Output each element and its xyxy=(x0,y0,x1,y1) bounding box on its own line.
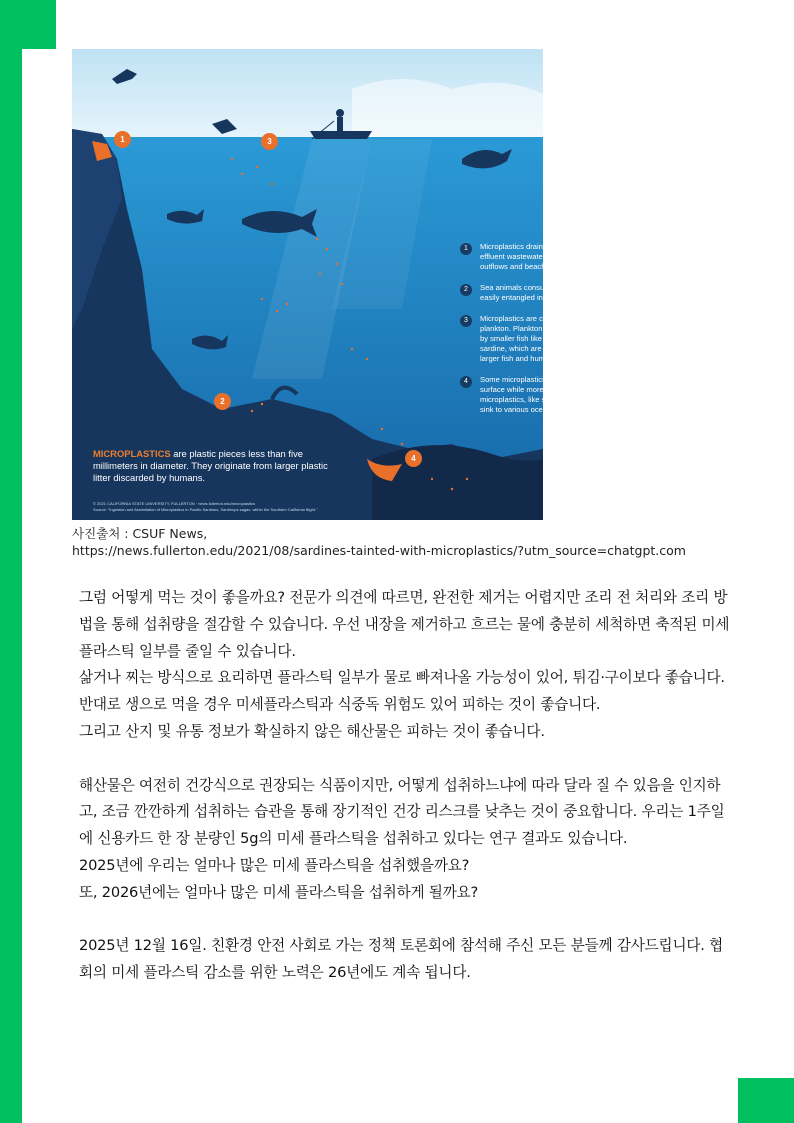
paragraph-spacer xyxy=(79,907,731,934)
step-number: 2 xyxy=(460,284,472,296)
microplastics-definition xyxy=(93,448,343,484)
copyright-line: © 2021 CALIFORNIA STATE UNIVERSITY, FULLERTON · news.fullerton.edu/microplastics xyxy=(93,501,255,506)
paragraph-spacer xyxy=(79,746,731,773)
article-body xyxy=(79,585,731,987)
paragraph-cooking-method: 삶거나 찌는 방식으로 요리하면 플라스틱 일부가 물로 빠져나올 가능성이 있어, 튀김·구이보다 좋습니다. 반대로 생으로 먹을 경우 미세플라스틱과 식중독 위험도 있어 피하는 것이 좋습니다. xyxy=(79,669,725,714)
step-badge-2: 2 xyxy=(214,393,231,410)
step-number: 3 xyxy=(460,315,472,327)
photo-source-url[interactable]: https://news.fullerton.edu/2021/08/sardines-tainted-with-microplastics/?utm_source=chatgpt.com xyxy=(72,543,686,558)
bottom-right-accent-block xyxy=(738,1078,794,1123)
step-text: Microplastics drain to the ocean via effluent wastewater systems, river outflows and beach sediments. xyxy=(480,242,599,271)
step-text: Some microplastics float on the surface while more dense microplastics, like soda bottles, sink to various ocean depths. xyxy=(480,375,586,414)
paragraph-health-risk: 해산물은 여전히 건강식으로 권장되는 식품이지만, 어떻게 섭취하느냐에 따라 달라 질 수 있음을 인지하고, 조금 깐깐하게 섭취하는 습관을 통해 장기적인 건강 리스크를 낮추는 것이 중요합니다. 우리는 1주일에 신용카드 한 장 분량인 5g의 미세 플라스틱을 섭취하고 있다는 연구 결과도 있습니다. xyxy=(79,776,725,848)
left-accent-bar xyxy=(0,0,22,1123)
microplastics-keyword: MICROPLASTICS xyxy=(93,448,171,459)
study-source-line: Source: "Ingestion and Assimilation of Microplastics in Pacific Sardines, Sardinops sagax, within the Southern California Bight." xyxy=(93,506,318,512)
step-number: 4 xyxy=(460,376,472,388)
step-number: 1 xyxy=(460,243,472,255)
definition-text: are plastic pieces less than five millimeters in diameter. They originate from larger plastic litter discarded by humans. xyxy=(93,448,328,483)
paragraph-question-2026: 또, 2026년에는 얼마나 많은 미세 플라스틱을 섭취하게 될까요? xyxy=(79,883,479,901)
photo-source-label: 사진출처 : CSUF News, xyxy=(72,526,208,541)
microplastics-infographic xyxy=(72,49,599,520)
process-step xyxy=(460,283,600,303)
paragraph-cooking-prep: 그럼 어떻게 먹는 것이 좋을까요? 전문가 의견에 따르면, 완전한 제거는 어렵지만 조리 전 처리와 조리 방법을 통해 섭취량을 절감할 수 있습니다. 우선 내장을 제거하고 흐르는 물에 충분히 세척하면 축적된 미세플라스틱 일부를 줄일 수 있습니다. xyxy=(79,589,730,660)
photo-source xyxy=(72,525,772,559)
step-badge-3: 3 xyxy=(261,133,278,150)
process-steps xyxy=(460,242,600,426)
process-step xyxy=(460,375,600,415)
step-text: Sea animals consume them or are easily entangled in them. xyxy=(480,283,596,302)
step-badge-1: 1 xyxy=(114,131,131,148)
top-left-accent-block xyxy=(22,0,56,49)
process-step xyxy=(460,242,600,272)
step-text: Microplastics are consumed by plankton. Plankton are then eaten by smaller fish like the Pacific sardine, which are then eaten by larger fish and humans. xyxy=(480,314,594,363)
paragraph-origin: 그리고 산지 및 유통 정보가 확실하지 않은 해산물은 피하는 것이 좋습니다. xyxy=(79,722,545,740)
process-step xyxy=(460,314,600,364)
figure-credits xyxy=(93,501,513,512)
step-badge-4: 4 xyxy=(405,450,422,467)
paragraph-question-2025: 2025년에 우리는 얼마나 많은 미세 플라스틱을 섭취했을까요? xyxy=(79,856,470,874)
paragraph-thanks: 2025년 12월 16일. 친환경 안전 사회로 가는 정책 토론회에 참석해 주신 모든 분들께 감사드립니다. 협회의 미세 플라스틱 감소를 위한 노력은 26년에도 계속 됩니다. xyxy=(79,937,724,982)
